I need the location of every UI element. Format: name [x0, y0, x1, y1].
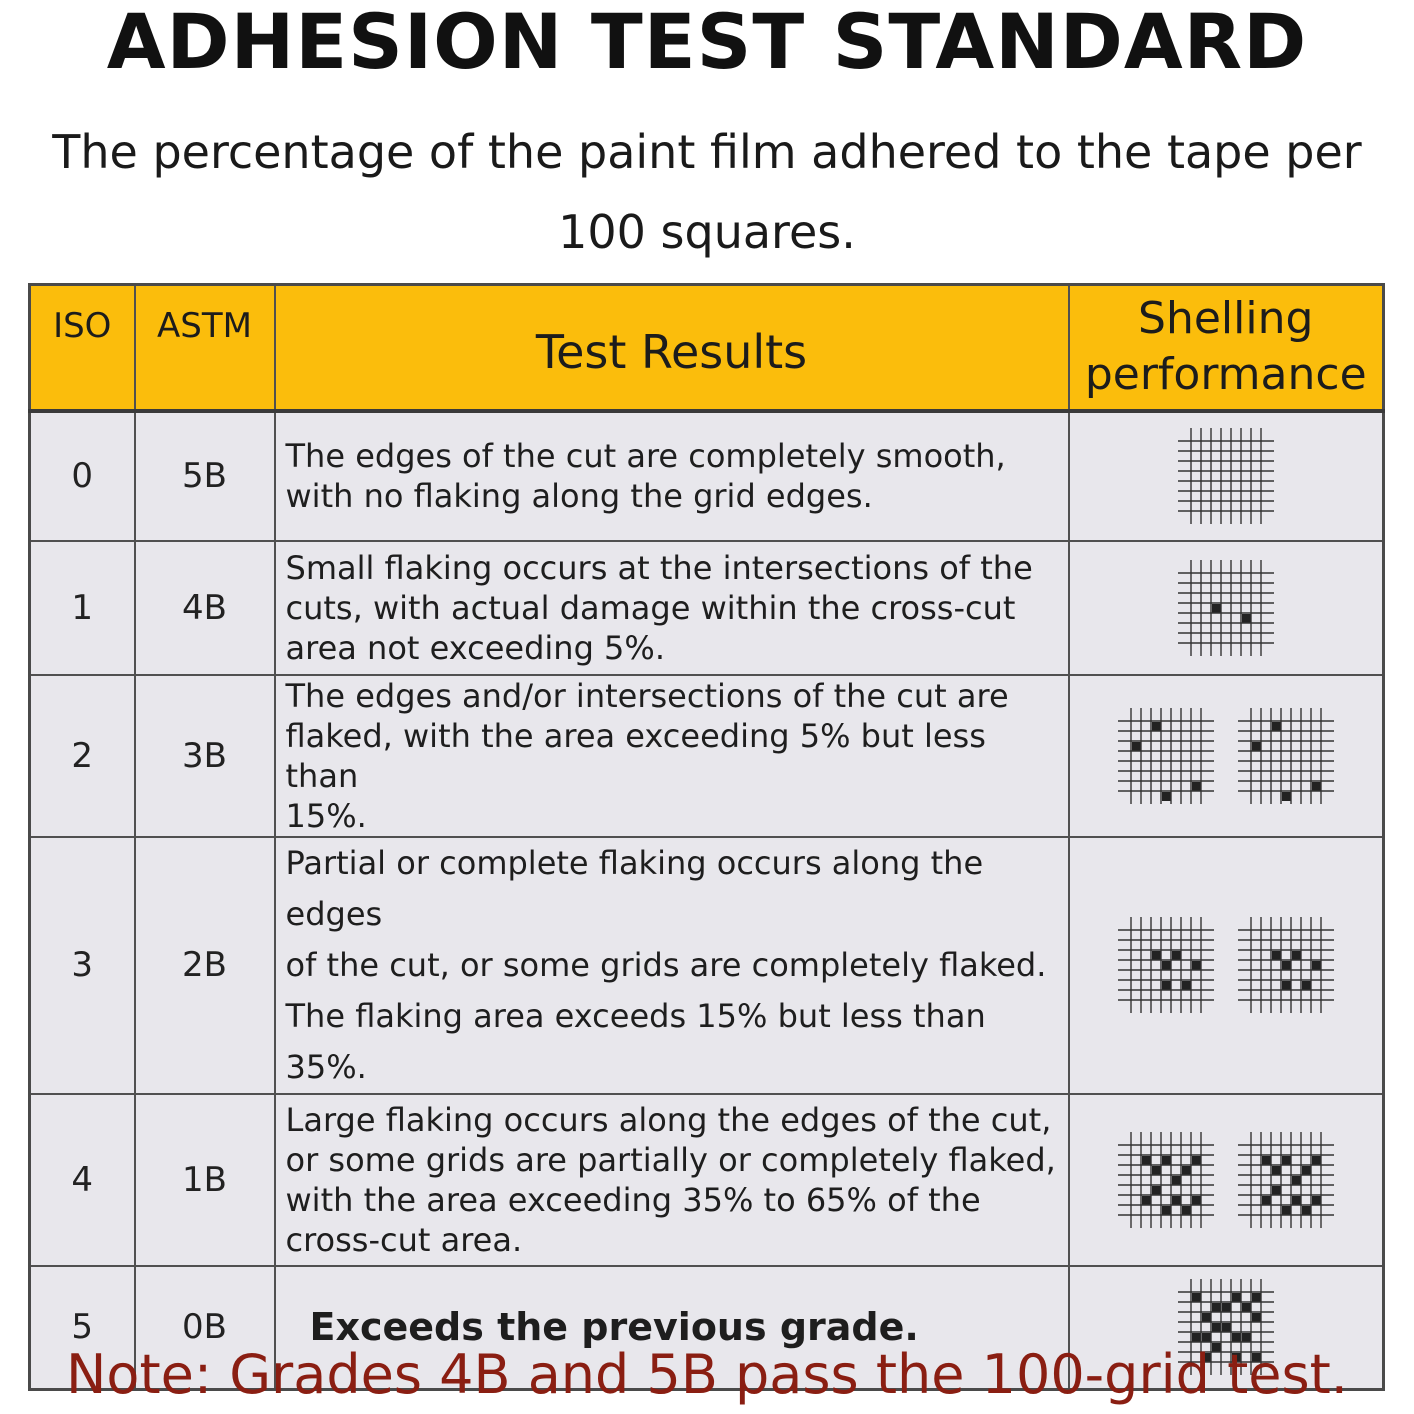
test-result-line: Large flaking occurs along the edges of the cut,: [285, 1100, 1052, 1139]
test-result-line: cross-cut area.: [285, 1220, 523, 1259]
page-title: ADHESION TEST STANDARD: [106, 0, 1308, 86]
test-result-line: with the area exceeding 35% to 65% of the: [285, 1180, 981, 1219]
header-shelling-performance: [1069, 285, 1384, 411]
subtitle-line-2: 100 squares.: [558, 205, 856, 259]
astm-grade-cell: 4B: [135, 541, 275, 675]
grid-large-flaking-icon: [1114, 1128, 1218, 1232]
grid-partial-flaking-icon: [1234, 913, 1338, 1017]
iso-grade-cell: 0: [30, 411, 135, 541]
iso-grade-cell: 1: [30, 541, 135, 675]
grid-edge-flaking-icon: [1114, 704, 1218, 808]
table-row: [30, 837, 1384, 1094]
test-result-line: cuts, with actual damage within the cross-cut: [285, 588, 1016, 627]
header-iso: ISO: [30, 285, 135, 411]
grid-large-flaking-icon: [1234, 1128, 1338, 1232]
table-row: [30, 541, 1384, 675]
grid-partial-flaking-icon: [1114, 913, 1218, 1017]
table-row: [30, 675, 1384, 837]
test-result-cell: [275, 837, 1069, 1094]
iso-grade-cell: 5: [30, 1266, 135, 1390]
grid-clean-icon: [1174, 424, 1278, 528]
shelling-performance-cell: [1069, 837, 1384, 1094]
test-result-line: flaked, with the area exceeding 5% but less than: [285, 716, 986, 795]
test-result-line: The edges of the cut are completely smooth,: [285, 437, 1006, 475]
test-result-line: Small flaking occurs at the intersections of the: [285, 548, 1033, 587]
test-result-line: Exceeds the previous grade.: [309, 1305, 919, 1350]
astm-grade-cell: 0B: [135, 1266, 275, 1390]
test-result-line: of the cut, or some grids are completely flaked.: [285, 945, 1047, 984]
test-result-cell: [275, 411, 1069, 541]
test-result-cell: [275, 675, 1069, 837]
test-result-cell: [275, 1094, 1069, 1266]
table-row: [30, 1094, 1384, 1266]
astm-grade-cell: 3B: [135, 675, 275, 837]
test-result-cell: [275, 541, 1069, 675]
astm-grade-cell: 5B: [135, 411, 275, 541]
astm-grade-cell: 1B: [135, 1094, 275, 1266]
subtitle-line-1: The percentage of the paint film adhered to the tape per: [52, 125, 1362, 179]
test-result-line: or some grids are partially or completely flaked,: [285, 1140, 1056, 1179]
iso-grade-cell: 2: [30, 675, 135, 837]
adhesion-standard-table: [28, 283, 1385, 1391]
shelling-performance-cell: [1069, 1094, 1384, 1266]
page-subtitle: [0, 112, 1414, 272]
test-result-line: area not exceeding 5%.: [285, 628, 665, 667]
header-shelling-line-1: Shelling: [1138, 293, 1314, 345]
iso-grade-cell: 3: [30, 837, 135, 1094]
table-header-row: [30, 285, 1384, 411]
test-result-line: with no flaking along the grid edges.: [285, 477, 873, 515]
note-text: Note: Grades 4B and 5B pass the 100-grid test.: [66, 1343, 1348, 1406]
iso-grade-cell: 4: [30, 1094, 135, 1266]
test-result-line: The edges and/or intersections of the cut are: [285, 676, 1009, 715]
grid-minor-flaking-icon: [1174, 556, 1278, 660]
test-result-line: 15%.: [285, 796, 367, 835]
header-astm: ASTM: [135, 285, 275, 411]
header-test-results: Test Results: [275, 285, 1069, 411]
table-row: [30, 411, 1384, 541]
shelling-performance-cell: [1069, 411, 1384, 541]
grid-edge-flaking-icon: [1234, 704, 1338, 808]
test-result-line: Partial or complete flaking occurs along the edges: [285, 843, 984, 933]
shelling-performance-cell: [1069, 675, 1384, 837]
test-result-line: The flaking area exceeds 15% but less than 35%.: [285, 996, 986, 1086]
astm-grade-cell: 2B: [135, 837, 275, 1094]
header-shelling-line-2: performance: [1084, 349, 1367, 401]
shelling-performance-cell: [1069, 541, 1384, 675]
